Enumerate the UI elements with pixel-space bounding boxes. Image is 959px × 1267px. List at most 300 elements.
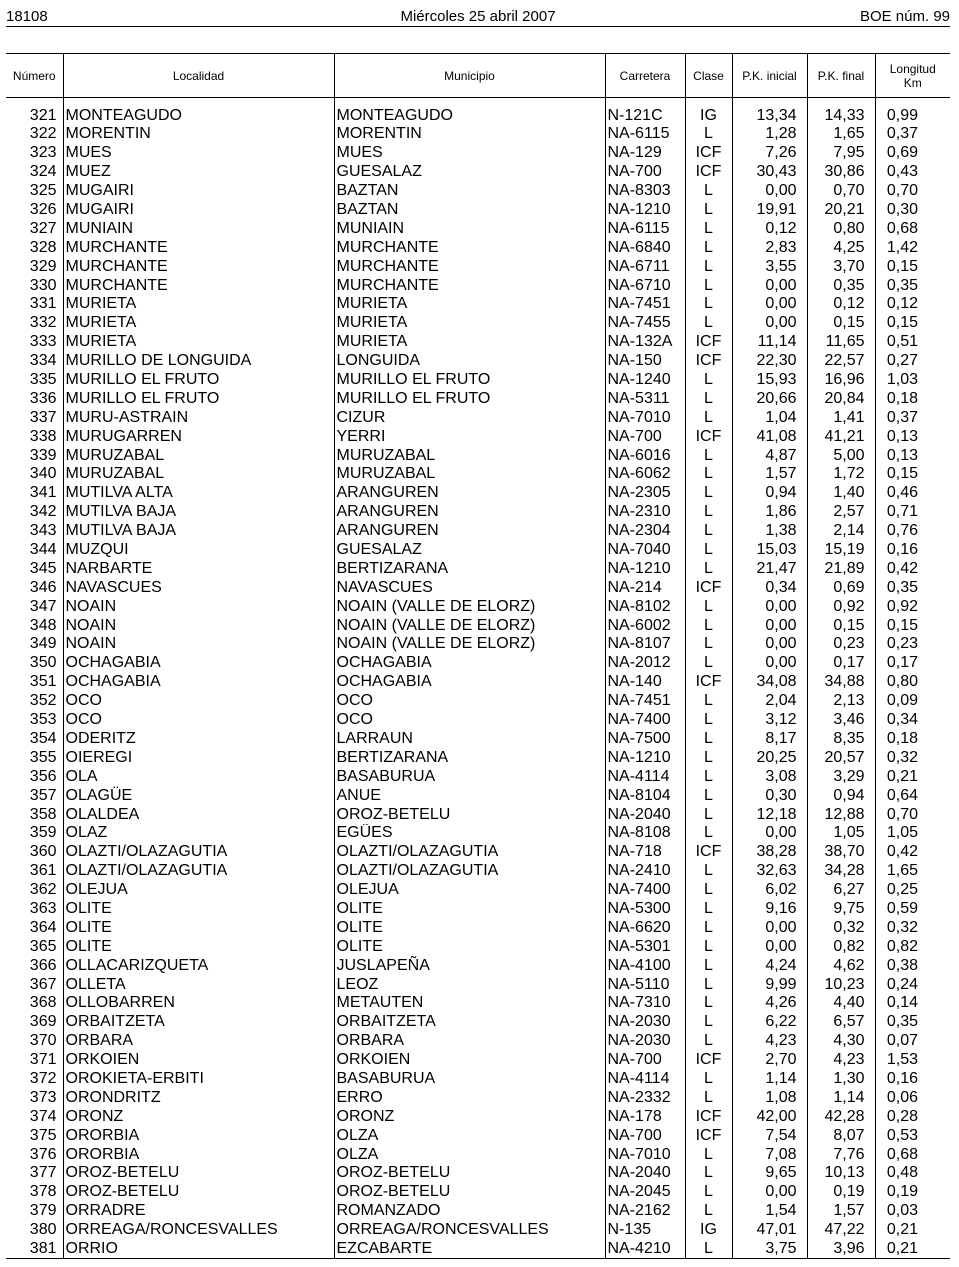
row-municipio: MUNIAIN <box>334 219 605 238</box>
row-pk-final: 8,35 <box>807 730 875 749</box>
roads-table <box>6 53 950 1259</box>
page-number: 18108 <box>6 8 48 25</box>
row-pk-final: 10,23 <box>807 975 875 994</box>
table-row <box>6 541 950 560</box>
row-pk-final: 7,95 <box>807 144 875 163</box>
row-longitud: 0,21 <box>875 1221 950 1240</box>
row-number: 356 <box>29 767 57 785</box>
row-carretera: NA-7455 <box>605 314 685 333</box>
table-row <box>6 862 950 881</box>
row-pk-inicial: 2,04 <box>732 692 807 711</box>
table-row <box>6 182 950 201</box>
row-municipio: OLEJUA <box>334 881 605 900</box>
row-localidad: ORBARA <box>63 1032 334 1051</box>
row-localidad: OLLETA <box>63 975 334 994</box>
row-pk-inicial: 0,00 <box>732 824 807 843</box>
row-pk-final: 34,88 <box>807 673 875 692</box>
row-clase: L <box>685 767 732 786</box>
column-header-clase: Clase <box>685 54 732 98</box>
row-pk-inicial: 1,08 <box>732 1088 807 1107</box>
row-localidad: MUGAIRI <box>63 182 334 201</box>
page-header <box>6 0 950 27</box>
row-localidad: OCO <box>63 692 334 711</box>
row-carretera: NA-6016 <box>605 446 685 465</box>
row-longitud: 0,59 <box>875 900 950 919</box>
row-number: 380 <box>29 1221 57 1239</box>
row-clase: L <box>685 125 732 144</box>
row-localidad: MURUZABAL <box>63 465 334 484</box>
row-longitud: 0,76 <box>875 522 950 541</box>
row-localidad: MURUZABAL <box>63 446 334 465</box>
row-number: 353 <box>29 711 57 729</box>
row-localidad: NOAIN <box>63 635 334 654</box>
row-longitud: 0,12 <box>875 295 950 314</box>
row-clase: ICF <box>685 1126 732 1145</box>
row-longitud: 0,53 <box>875 1126 950 1145</box>
row-municipio: GUESALAZ <box>334 163 605 182</box>
row-clase: L <box>685 314 732 333</box>
row-clase: L <box>685 900 732 919</box>
row-pk-final: 4,23 <box>807 1051 875 1070</box>
row-clase: L <box>685 257 732 276</box>
row-municipio: ROMANZADO <box>334 1202 605 1221</box>
row-municipio: NAVASCUES <box>334 578 605 597</box>
row-number: 329 <box>29 257 57 275</box>
table-row <box>6 98 950 126</box>
row-localidad: MURIETA <box>63 333 334 352</box>
row-longitud: 0,80 <box>875 673 950 692</box>
row-number: 335 <box>29 371 57 389</box>
row-pk-final: 12,88 <box>807 805 875 824</box>
row-longitud: 0,06 <box>875 1088 950 1107</box>
row-pk-inicial: 19,91 <box>732 201 807 220</box>
row-pk-inicial: 4,23 <box>732 1032 807 1051</box>
row-carretera: NA-1210 <box>605 201 685 220</box>
row-carretera: NA-6711 <box>605 257 685 276</box>
row-carretera: NA-4100 <box>605 956 685 975</box>
row-longitud: 0,18 <box>875 389 950 408</box>
table-row <box>6 333 950 352</box>
row-clase: L <box>685 975 732 994</box>
row-number: 323 <box>29 144 57 162</box>
row-pk-inicial: 0,34 <box>732 578 807 597</box>
column-header-carretera: Carretera <box>605 54 685 98</box>
row-localidad: OIEREGI <box>63 748 334 767</box>
row-pk-final: 3,96 <box>807 1240 875 1259</box>
row-longitud: 0,82 <box>875 937 950 956</box>
row-carretera: NA-6620 <box>605 918 685 937</box>
row-clase: L <box>685 654 732 673</box>
row-number: 378 <box>29 1183 57 1201</box>
row-pk-final: 30,86 <box>807 163 875 182</box>
row-longitud: 0,69 <box>875 144 950 163</box>
row-pk-inicial: 13,34 <box>732 98 807 126</box>
row-localidad: ORBAITZETA <box>63 1013 334 1032</box>
row-longitud: 0,32 <box>875 748 950 767</box>
row-localidad: NAVASCUES <box>63 578 334 597</box>
row-number: 355 <box>29 748 57 766</box>
row-pk-inicial: 15,03 <box>732 541 807 560</box>
row-longitud: 0,15 <box>875 257 950 276</box>
row-longitud: 0,15 <box>875 314 950 333</box>
row-carretera: NA-8107 <box>605 635 685 654</box>
row-clase: L <box>685 465 732 484</box>
table-row <box>6 1240 950 1259</box>
row-pk-inicial: 0,00 <box>732 1183 807 1202</box>
row-clase: L <box>685 616 732 635</box>
row-carretera: NA-1210 <box>605 559 685 578</box>
row-municipio: OLITE <box>334 918 605 937</box>
row-municipio: ARANGUREN <box>334 484 605 503</box>
row-number: 336 <box>29 389 57 407</box>
row-municipio: OLAZTI/OLAZAGUTIA <box>334 862 605 881</box>
row-clase: L <box>685 559 732 578</box>
row-municipio: MURIETA <box>334 295 605 314</box>
row-number: 343 <box>29 522 57 540</box>
row-pk-inicial: 3,08 <box>732 767 807 786</box>
table-header-row <box>6 54 950 98</box>
row-clase: L <box>685 219 732 238</box>
row-pk-final: 0,69 <box>807 578 875 597</box>
row-longitud: 0,37 <box>875 408 950 427</box>
row-localidad: ORONDRITZ <box>63 1088 334 1107</box>
row-number: 375 <box>29 1126 57 1144</box>
table-row <box>6 673 950 692</box>
row-carretera: NA-5301 <box>605 937 685 956</box>
row-localidad: OROZ-BETELU <box>63 1164 334 1183</box>
row-pk-inicial: 0,00 <box>732 616 807 635</box>
row-pk-final: 11,65 <box>807 333 875 352</box>
row-pk-inicial: 1,57 <box>732 465 807 484</box>
row-localidad: MONTEAGUDO <box>63 98 334 126</box>
row-longitud: 0,15 <box>875 465 950 484</box>
row-carretera: NA-150 <box>605 352 685 371</box>
row-carretera: NA-6115 <box>605 125 685 144</box>
row-pk-inicial: 7,26 <box>732 144 807 163</box>
row-pk-inicial: 3,12 <box>732 711 807 730</box>
row-municipio: OLITE <box>334 900 605 919</box>
table-row <box>6 238 950 257</box>
row-localidad: OLAZ <box>63 824 334 843</box>
table-row <box>6 918 950 937</box>
row-localidad: MURILLO DE LONGUIDA <box>63 352 334 371</box>
row-pk-inicial: 9,99 <box>732 975 807 994</box>
row-clase: ICF <box>685 843 732 862</box>
row-clase: L <box>685 1145 732 1164</box>
row-municipio: MORENTIN <box>334 125 605 144</box>
row-localidad: MURU-ASTRAIN <box>63 408 334 427</box>
row-clase: L <box>685 503 732 522</box>
row-pk-final: 3,46 <box>807 711 875 730</box>
row-municipio: MUES <box>334 144 605 163</box>
row-pk-inicial: 41,08 <box>732 427 807 446</box>
table-row <box>6 730 950 749</box>
row-pk-final: 0,19 <box>807 1183 875 1202</box>
table-row <box>6 484 950 503</box>
row-carretera: N-121C <box>605 98 685 126</box>
row-number: 367 <box>29 975 57 993</box>
row-localidad: OLAZTI/OLAZAGUTIA <box>63 843 334 862</box>
row-municipio: OROZ-BETELU <box>334 1183 605 1202</box>
publication-date: Miércoles 25 abril 2007 <box>400 8 556 25</box>
row-municipio: BASABURUA <box>334 1070 605 1089</box>
table-row <box>6 748 950 767</box>
row-pk-final: 4,30 <box>807 1032 875 1051</box>
row-longitud: 0,03 <box>875 1202 950 1221</box>
table-row <box>6 597 950 616</box>
row-clase: L <box>685 786 732 805</box>
row-pk-inicial: 11,14 <box>732 333 807 352</box>
row-clase: L <box>685 371 732 390</box>
row-number: 377 <box>29 1164 57 1182</box>
table-row <box>6 1164 950 1183</box>
row-carretera: NA-2410 <box>605 862 685 881</box>
row-localidad: NOAIN <box>63 616 334 635</box>
row-pk-inicial: 42,00 <box>732 1107 807 1126</box>
row-municipio: ERRO <box>334 1088 605 1107</box>
row-number: 346 <box>29 578 57 596</box>
row-pk-final: 0,92 <box>807 597 875 616</box>
row-localidad: ORORBIA <box>63 1145 334 1164</box>
row-number: 351 <box>29 673 57 691</box>
row-municipio: OLAZTI/OLAZAGUTIA <box>334 843 605 862</box>
row-longitud: 0,92 <box>875 597 950 616</box>
row-carretera: NA-5311 <box>605 389 685 408</box>
row-pk-inicial: 8,17 <box>732 730 807 749</box>
table-row <box>6 1032 950 1051</box>
row-clase: L <box>685 295 732 314</box>
row-localidad: MURCHANTE <box>63 257 334 276</box>
row-carretera: NA-214 <box>605 578 685 597</box>
row-number: 342 <box>29 503 57 521</box>
row-pk-final: 7,76 <box>807 1145 875 1164</box>
row-localidad: MUTILVA BAJA <box>63 522 334 541</box>
row-municipio: BERTIZARANA <box>334 748 605 767</box>
row-municipio: OLITE <box>334 937 605 956</box>
row-localidad: ORRIO <box>63 1240 334 1259</box>
row-longitud: 0,23 <box>875 635 950 654</box>
table-row <box>6 711 950 730</box>
row-pk-inicial: 47,01 <box>732 1221 807 1240</box>
row-number: 376 <box>29 1145 57 1163</box>
row-number: 345 <box>29 559 57 577</box>
row-pk-final: 2,13 <box>807 692 875 711</box>
row-pk-final: 0,15 <box>807 314 875 333</box>
row-municipio: MURILLO EL FRUTO <box>334 389 605 408</box>
row-clase: L <box>685 182 732 201</box>
row-pk-inicial: 0,12 <box>732 219 807 238</box>
table-row <box>6 654 950 673</box>
row-pk-inicial: 38,28 <box>732 843 807 862</box>
row-municipio: YERRI <box>334 427 605 446</box>
row-municipio: CIZUR <box>334 408 605 427</box>
row-localidad: MURIETA <box>63 314 334 333</box>
row-number: 327 <box>29 219 57 237</box>
table-row <box>6 975 950 994</box>
row-clase: L <box>685 862 732 881</box>
row-pk-final: 2,14 <box>807 522 875 541</box>
row-number: 373 <box>29 1088 57 1106</box>
table-row <box>6 446 950 465</box>
row-municipio: MURCHANTE <box>334 238 605 257</box>
row-municipio: ORREAGA/RONCESVALLES <box>334 1221 605 1240</box>
row-clase: L <box>685 1013 732 1032</box>
row-number: 349 <box>29 635 57 653</box>
row-number: 360 <box>29 843 57 861</box>
row-longitud: 0,38 <box>875 956 950 975</box>
row-localidad: OLLOBARREN <box>63 994 334 1013</box>
table-row <box>6 616 950 635</box>
row-longitud: 0,28 <box>875 1107 950 1126</box>
row-pk-final: 16,96 <box>807 371 875 390</box>
row-longitud: 0,35 <box>875 578 950 597</box>
row-longitud: 0,16 <box>875 1070 950 1089</box>
row-number: 332 <box>29 314 57 332</box>
row-carretera: NA-1240 <box>605 371 685 390</box>
table-row <box>6 937 950 956</box>
table-row <box>6 805 950 824</box>
row-number: 338 <box>29 427 57 445</box>
row-pk-inicial: 9,65 <box>732 1164 807 1183</box>
row-clase: L <box>685 446 732 465</box>
row-pk-inicial: 0,00 <box>732 597 807 616</box>
table-row <box>6 1070 950 1089</box>
table-row <box>6 767 950 786</box>
row-pk-final: 3,29 <box>807 767 875 786</box>
row-pk-inicial: 1,86 <box>732 503 807 522</box>
row-pk-inicial: 1,38 <box>732 522 807 541</box>
row-pk-final: 6,27 <box>807 881 875 900</box>
row-number: 321 <box>29 106 57 124</box>
row-localidad: ORORBIA <box>63 1126 334 1145</box>
row-pk-final: 42,28 <box>807 1107 875 1126</box>
row-carretera: NA-4210 <box>605 1240 685 1259</box>
row-localidad: NOAIN <box>63 597 334 616</box>
row-pk-inicial: 12,18 <box>732 805 807 824</box>
row-localidad: ORONZ <box>63 1107 334 1126</box>
row-longitud: 0,25 <box>875 881 950 900</box>
row-clase: L <box>685 635 732 654</box>
row-clase: L <box>685 522 732 541</box>
row-localidad: OROKIETA-ERBITI <box>63 1070 334 1089</box>
row-number: 364 <box>29 918 57 936</box>
row-municipio: ORBARA <box>334 1032 605 1051</box>
row-longitud: 0,30 <box>875 201 950 220</box>
row-municipio: ORKOIEN <box>334 1051 605 1070</box>
row-number: 371 <box>29 1051 57 1069</box>
row-pk-inicial: 4,24 <box>732 956 807 975</box>
row-pk-final: 20,57 <box>807 748 875 767</box>
row-localidad: OLAGÜE <box>63 786 334 805</box>
row-municipio: OROZ-BETELU <box>334 805 605 824</box>
row-clase: L <box>685 484 732 503</box>
row-number: 374 <box>29 1107 57 1125</box>
row-municipio: BERTIZARANA <box>334 559 605 578</box>
row-pk-final: 1,05 <box>807 824 875 843</box>
table-row <box>6 900 950 919</box>
row-pk-final: 1,57 <box>807 1202 875 1221</box>
row-clase: L <box>685 408 732 427</box>
row-clase: ICF <box>685 163 732 182</box>
table-row <box>6 1145 950 1164</box>
row-localidad: MURILLO EL FRUTO <box>63 371 334 390</box>
row-pk-inicial: 0,00 <box>732 276 807 295</box>
row-pk-final: 6,57 <box>807 1013 875 1032</box>
row-pk-inicial: 2,83 <box>732 238 807 257</box>
row-pk-inicial: 0,30 <box>732 786 807 805</box>
row-municipio: MURUZABAL <box>334 465 605 484</box>
row-number: 369 <box>29 1013 57 1031</box>
row-clase: L <box>685 1183 732 1202</box>
table-row <box>6 1051 950 1070</box>
row-pk-final: 5,00 <box>807 446 875 465</box>
row-longitud: 0,70 <box>875 182 950 201</box>
row-carretera: N-135 <box>605 1221 685 1240</box>
row-municipio: NOAIN (VALLE DE ELORZ) <box>334 597 605 616</box>
row-pk-inicial: 0,00 <box>732 295 807 314</box>
row-longitud: 0,14 <box>875 994 950 1013</box>
row-carretera: NA-2305 <box>605 484 685 503</box>
row-municipio: OCO <box>334 711 605 730</box>
row-pk-inicial: 0,94 <box>732 484 807 503</box>
row-municipio: OROZ-BETELU <box>334 1164 605 1183</box>
row-clase: ICF <box>685 673 732 692</box>
row-carretera: NA-6115 <box>605 219 685 238</box>
row-clase: L <box>685 1202 732 1221</box>
row-pk-final: 0,12 <box>807 295 875 314</box>
row-number: 324 <box>29 163 57 181</box>
row-clase: L <box>685 748 732 767</box>
row-longitud: 1,05 <box>875 824 950 843</box>
row-carretera: NA-6840 <box>605 238 685 257</box>
journal-issue: BOE núm. 99 <box>859 8 950 25</box>
table-row <box>6 994 950 1013</box>
row-pk-final: 47,22 <box>807 1221 875 1240</box>
row-pk-final: 0,70 <box>807 182 875 201</box>
table-row <box>6 503 950 522</box>
row-clase: L <box>685 824 732 843</box>
row-clase: ICF <box>685 1051 732 1070</box>
row-municipio: ORBAITZETA <box>334 1013 605 1032</box>
table-row <box>6 1088 950 1107</box>
row-carretera: NA-718 <box>605 843 685 862</box>
row-clase: L <box>685 276 732 295</box>
row-longitud: 0,99 <box>875 98 950 126</box>
row-clase: L <box>685 541 732 560</box>
table-row <box>6 295 950 314</box>
row-clase: IG <box>685 98 732 126</box>
row-longitud: 0,43 <box>875 163 950 182</box>
table-row <box>6 201 950 220</box>
row-pk-inicial: 1,14 <box>732 1070 807 1089</box>
table-row <box>6 824 950 843</box>
row-longitud: 0,27 <box>875 352 950 371</box>
row-pk-inicial: 0,00 <box>732 654 807 673</box>
row-carretera: NA-7400 <box>605 881 685 900</box>
row-carretera: NA-4114 <box>605 1070 685 1089</box>
row-carretera: NA-7451 <box>605 692 685 711</box>
table-row <box>6 881 950 900</box>
row-pk-inicial: 9,16 <box>732 900 807 919</box>
table-row <box>6 314 950 333</box>
table-row <box>6 578 950 597</box>
row-municipio: MURILLO EL FRUTO <box>334 371 605 390</box>
row-pk-inicial: 2,70 <box>732 1051 807 1070</box>
row-carretera: NA-6002 <box>605 616 685 635</box>
row-longitud: 0,19 <box>875 1183 950 1202</box>
table-body <box>6 98 950 1259</box>
row-carretera: NA-7451 <box>605 295 685 314</box>
